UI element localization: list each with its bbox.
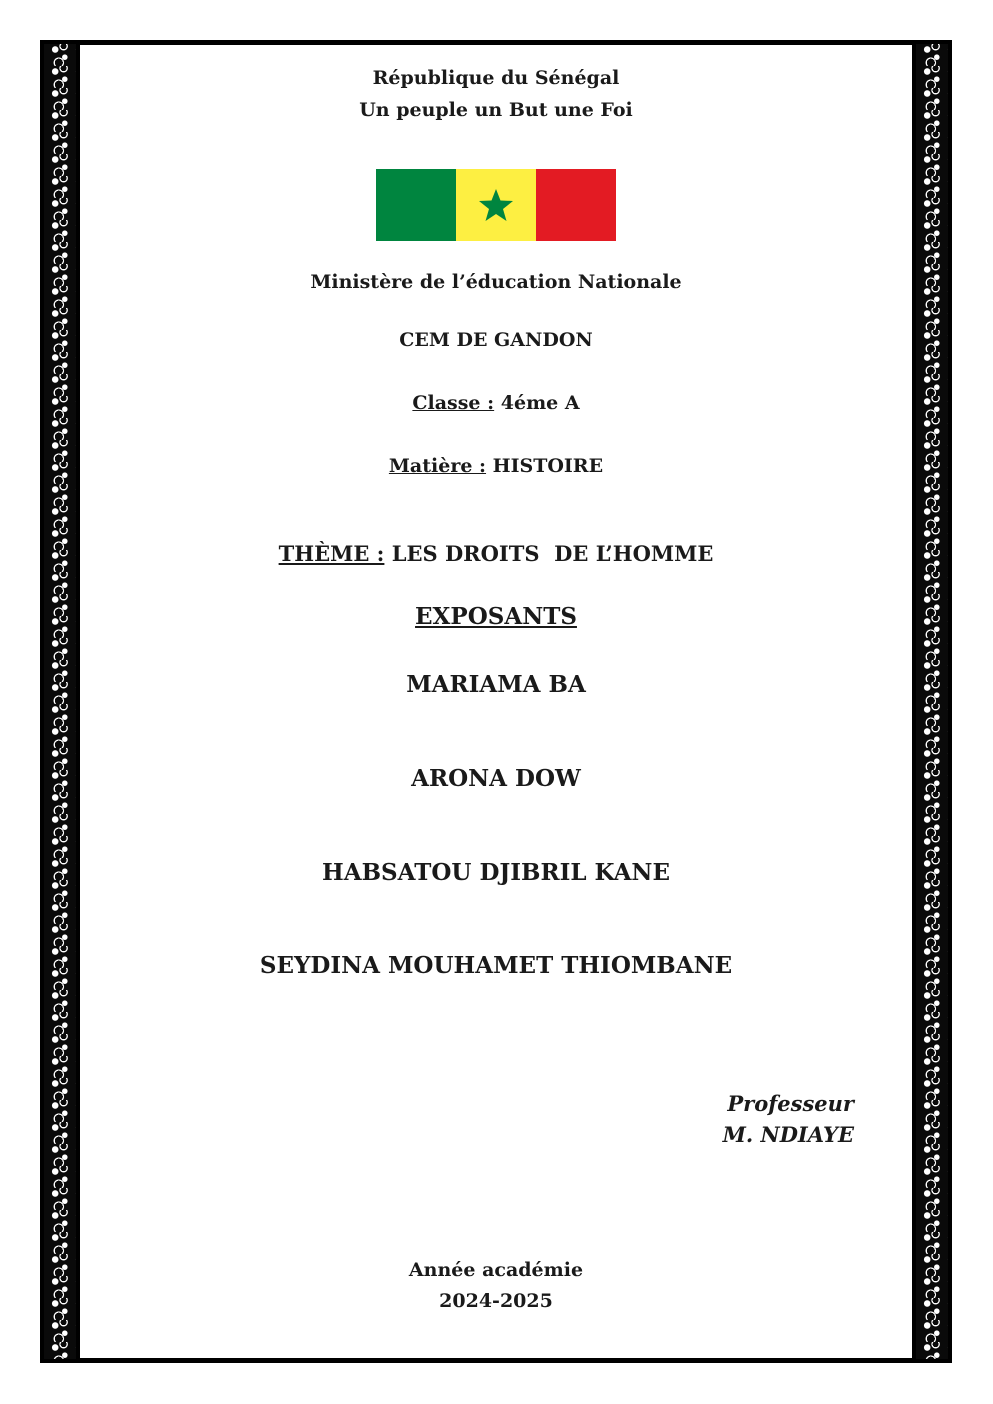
flag-band-green (376, 169, 456, 241)
exposant-name: ARONA DOW (411, 765, 581, 792)
academic-year-value: 2024-2025 (439, 1290, 553, 1312)
academic-year-label: Année académie (408, 1259, 584, 1281)
exposants-heading: EXPOSANTS (415, 603, 577, 630)
class-value: 4éme A (500, 392, 580, 414)
subject-label: Matière : (388, 455, 487, 477)
flag-band-yellow (456, 169, 536, 241)
exposant-name: SEYDINA MOUHAMET THIOMBANE (259, 952, 733, 979)
senegal-flag-icon (376, 169, 616, 241)
class-line (80, 392, 912, 414)
subject-value: HISTOIRE (492, 455, 604, 477)
ornamental-border-right (916, 44, 948, 1359)
subject-line (80, 455, 912, 477)
star-icon (472, 181, 520, 229)
professor-title: Professeur (727, 1091, 854, 1116)
cover-content (80, 45, 912, 1358)
professor-name: M. NDIAYE (722, 1122, 854, 1147)
ministry-name: Ministère de l’éducation Nationale (310, 271, 682, 293)
ornamental-border-left (44, 44, 76, 1359)
theme-value: LES DROITS DE L’HOMME (391, 541, 714, 566)
exposant-name: MARIAMA BA (406, 671, 586, 698)
country-name: République du Sénégal (372, 67, 620, 89)
cover-page (80, 45, 912, 1358)
national-motto: Un peuple un But une Foi (359, 99, 633, 121)
exposant-name: HABSATOU DJIBRIL KANE (322, 859, 670, 886)
flag-band-red (536, 169, 616, 241)
theme-line (80, 541, 912, 566)
page-border-frame (40, 40, 952, 1363)
theme-label: THÈME : (278, 541, 385, 566)
school-name: CEM DE GANDON (399, 329, 593, 351)
class-label: Classe : (412, 392, 495, 414)
